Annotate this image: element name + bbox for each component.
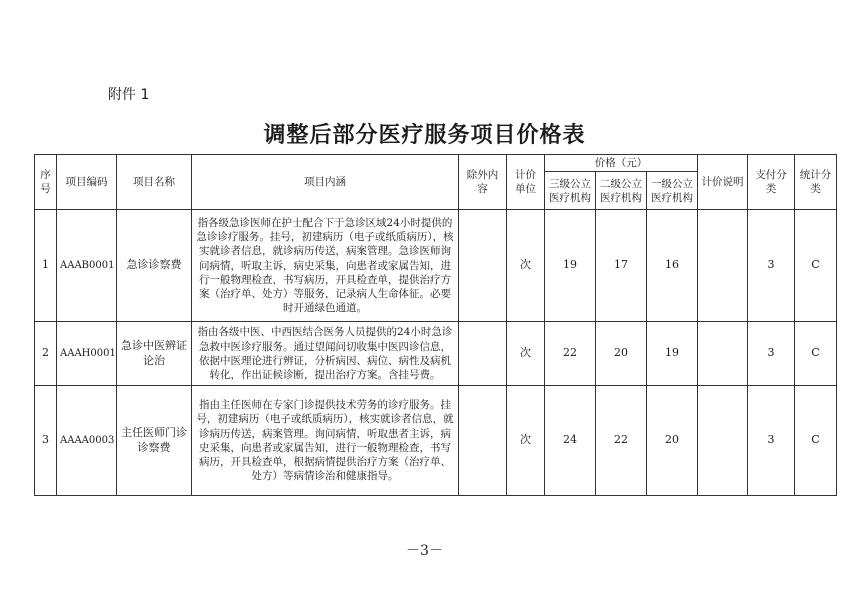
cell-tier2: 22	[596, 386, 647, 496]
cell-tier2: 20	[596, 322, 647, 386]
cell-tier1: 19	[647, 322, 698, 386]
cell-code: AAAA0003	[57, 386, 117, 496]
cell-tier3: 22	[545, 322, 596, 386]
cell-content: 指由各级中医、中西医结合医务人员提供的24小时急诊急救中医诊疗服务。通过望闻问切收集中医四诊信息，依据中医理论进行辨证，分析病因、病位、病性及病机转化，作出证候诊断，提出治疗方案。含挂号费。	[192, 322, 459, 386]
cell-seq: 1	[35, 210, 57, 322]
cell-unit: 次	[507, 210, 545, 322]
document-title: 调整后部分医疗服务项目价格表	[263, 122, 586, 148]
header-stat: 统计分类	[795, 155, 837, 210]
cell-content: 指各级急诊医师在护士配合下于急诊区域24小时提供的急诊诊疗服务。挂号，初建病历（电子或纸质病历），核实就诊者信息，就诊病历传送，病案管理。急诊医师询问病情，听取主诉，病史采集，向患者或家属告知，进行一般物理检查，书写病历，开具检查单，提供治疗方案（治疗单、处方）等服务，记录病人生命体征。必要时开通绿色通道。	[192, 210, 459, 322]
cell-seq: 2	[35, 322, 57, 386]
cell-tier2: 17	[596, 210, 647, 322]
cell-excluded	[459, 322, 507, 386]
cell-tier3: 24	[545, 386, 596, 496]
attachment-label: 附件 1	[108, 87, 150, 103]
table-row	[35, 210, 837, 322]
cell-name: 主任医师门诊诊察费	[117, 386, 192, 496]
cell-code: AAAH0001	[57, 322, 117, 386]
cell-content: 指由主任医师在专家门诊提供技术劳务的诊疗服务。挂号，初建病历（电子或纸质病历），核实就诊者信息，就诊病历传送，病案管理。询问病情，听取患者主诉，病史采集，向患者或家属告知，进行一般物理检查，书写病历，开具检查单，根据病情提供治疗方案（治疗单、处方）等病情诊治和健康指导。	[192, 386, 459, 496]
cell-stat: C	[795, 386, 837, 496]
cell-tier1: 20	[647, 386, 698, 496]
header-payment: 支付分类	[748, 155, 795, 210]
header-unit: 计价单位	[507, 155, 545, 210]
cell-payment: 3	[748, 386, 795, 496]
table-row	[35, 322, 837, 386]
cell-unit: 次	[507, 322, 545, 386]
table-row	[35, 386, 837, 496]
cell-stat: C	[795, 322, 837, 386]
cell-tier3: 19	[545, 210, 596, 322]
cell-excluded	[459, 386, 507, 496]
cell-payment: 3	[748, 210, 795, 322]
cell-note	[698, 386, 748, 496]
header-note: 计价说明	[698, 155, 748, 210]
header-tier1: 一级公立医疗机构	[647, 172, 698, 210]
header-name: 项目名称	[117, 155, 192, 210]
cell-unit: 次	[507, 386, 545, 496]
cell-seq: 3	[35, 386, 57, 496]
cell-code: AAAB0001	[57, 210, 117, 322]
header-price: 价格（元）	[545, 155, 698, 172]
cell-name: 急诊诊察费	[117, 210, 192, 322]
header-seq: 序号	[35, 155, 57, 210]
page-number: －3－	[406, 543, 443, 559]
cell-excluded	[459, 210, 507, 322]
cell-stat: C	[795, 210, 837, 322]
cell-name: 急诊中医辨证论治	[117, 322, 192, 386]
header-excluded: 除外内容	[459, 155, 507, 210]
cell-payment: 3	[748, 322, 795, 386]
cell-tier1: 16	[647, 210, 698, 322]
header-content: 项目内涵	[192, 155, 459, 210]
price-table	[34, 154, 837, 496]
cell-note	[698, 322, 748, 386]
header-code: 项目编码	[57, 155, 117, 210]
cell-note	[698, 210, 748, 322]
header-tier3: 三级公立医疗机构	[545, 172, 596, 210]
header-tier2: 二级公立医疗机构	[596, 172, 647, 210]
